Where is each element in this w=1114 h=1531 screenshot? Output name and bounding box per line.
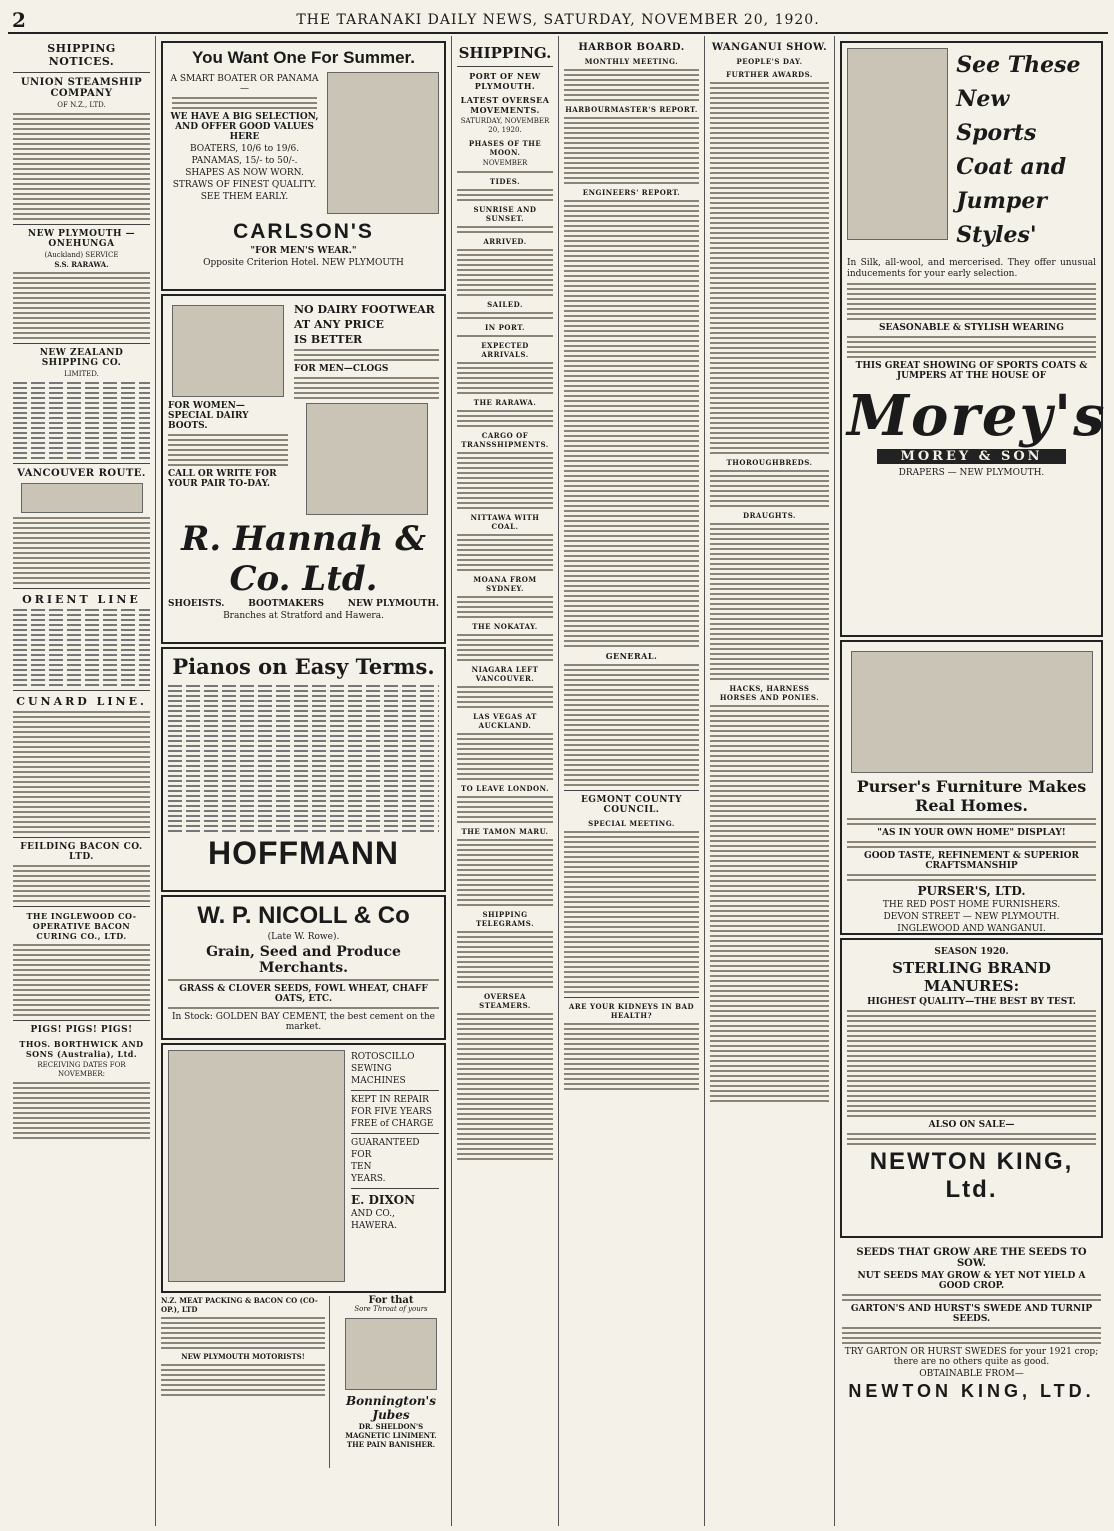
- rarawa-label: S.S. RARAWA.: [54, 260, 109, 269]
- nicoll-line: Grain, Seed and Produce Merchants.: [206, 944, 401, 976]
- special-meeting-heading: SPECIAL MEETING.: [588, 819, 675, 828]
- summer-line: A SMART BOATER OR PANAMA—: [170, 74, 319, 94]
- pigs-heading: PIGS! PIGS! PIGS!: [30, 1025, 133, 1035]
- pursers-ad: [840, 640, 1103, 935]
- obtainable-from: OBTAINABLE FROM—: [919, 1369, 1024, 1379]
- carlsons-name: CARLSON'S: [233, 220, 374, 243]
- expected-heading: EXPECTED ARRIVALS.: [481, 341, 529, 359]
- borthwick-heading: THOS. BORTHWICK AND SONS (Australia), Ltd.: [19, 1039, 144, 1059]
- see-these-line: See These: [956, 52, 1081, 78]
- column-advertisements: [156, 36, 452, 1526]
- footwear-line: FOR MEN—CLOGS: [294, 364, 389, 374]
- rotoscillo-line: GUARANTEED: [351, 1138, 420, 1148]
- shipping-notices-heading: SHIPPING NOTICES.: [47, 42, 116, 68]
- column-ads-right: [835, 36, 1108, 1526]
- summer-line: BOATERS, 10/6 to 19/6.: [189, 144, 300, 154]
- hannah-ad: [161, 294, 446, 644]
- clog-illustration: [172, 305, 284, 397]
- see-these-line: Jumper: [956, 188, 1047, 214]
- oversea-heading: OVERSEA STEAMERS.: [479, 992, 531, 1010]
- feilding-bacon-heading: FEILDING BACON CO. LTD.: [20, 842, 143, 862]
- also-on-sale: ALSO ON SALE—: [928, 1120, 1015, 1130]
- nicoll-seeds: GRASS & CLOVER SEEDS, FOWL WHEAT, CHAFF OATS, ETC.: [179, 984, 428, 1004]
- orient-line-heading: ORIENT LINE: [22, 593, 141, 606]
- try-garton-line: TRY GARTON OR HURST SWEDES for your 1921 crop; there are no others quite as good.: [844, 1347, 1099, 1367]
- november-label: NOVEMBER: [482, 159, 528, 167]
- telegrams-heading: SHIPPING TELEGRAMS.: [475, 910, 535, 928]
- rotoscillo-line: ROTOSCILLO: [351, 1052, 415, 1062]
- hannah-logo: R. Hannah & Co. Ltd.: [181, 519, 426, 599]
- jubes-box-illustration: [345, 1318, 437, 1390]
- harbourmaster-heading: HARBOURMASTER'S REPORT.: [565, 105, 698, 114]
- pursers-own-home: "AS IN YOUR OWN HOME" DISPLAY!: [877, 828, 1066, 838]
- moreys-ad: [840, 41, 1107, 637]
- further-awards-heading: FURTHER AWARDS.: [726, 70, 813, 79]
- phases-heading: PHASES OF THE MOON.: [468, 139, 542, 157]
- nokatay-heading: THE NOKATAY.: [472, 622, 538, 631]
- rotoscillo-line: SEWING: [351, 1064, 392, 1074]
- rotoscillo-line: FOR FIVE YEARS: [351, 1107, 432, 1117]
- bonnington-for: For that: [368, 1295, 414, 1306]
- thoroughbreds-heading: THOROUGHBREDS.: [726, 458, 813, 467]
- dixon-sub: AND CO.,: [351, 1209, 395, 1219]
- hannah-location: NEW PLYMOUTH.: [347, 599, 439, 609]
- onehunga-heading: NEW PLYMOUTH — ONEHUNGA: [27, 229, 136, 249]
- nz-shipping-sub: LIMITED.: [64, 370, 99, 378]
- nz-shipping-heading: NEW ZEALAND SHIPPING CO.: [39, 348, 124, 368]
- latest-heading: LATEST OVERSEA MOVEMENTS.: [460, 95, 550, 115]
- arrived-heading: ARRIVED.: [483, 237, 527, 246]
- rotoscillo-line: FOR: [351, 1150, 372, 1160]
- ship-illustration: [21, 483, 143, 513]
- moreys-intro: In Silk, all-wool, and mercerised. They offer unusual inducements for your early selection.: [847, 258, 1096, 279]
- in-port-heading: IN PORT.: [485, 323, 525, 332]
- nut-seeds-line: NUT SEEDS MAY GROW & YET NOT YIELD A GOOD CROP.: [857, 1271, 1086, 1291]
- masthead-title: THE TARANAKI DAILY NEWS, SATURDAY, NOVEMBER 20, 1920.: [296, 12, 820, 28]
- column-harbor-board: [559, 36, 705, 1526]
- footwear-line: NO DAIRY FOOTWEAR: [294, 303, 435, 316]
- bonnington-ad: [336, 1296, 446, 1468]
- sewing-machine-illustration: [168, 1050, 345, 1282]
- hacks-heading: HACKS, HARNESS HORSES AND PONIES.: [719, 684, 820, 702]
- shipping-date: SATURDAY, NOVEMBER 20, 1920.: [460, 117, 550, 134]
- hannah-bootmakers: BOOTMAKERS: [248, 599, 324, 609]
- summer-line: SHAPES AS NOW WORN.: [185, 168, 304, 178]
- summer-line: STRAWS OF FINEST QUALITY.: [172, 180, 317, 190]
- moana-heading: MOANA FROM SYDNEY.: [473, 575, 537, 593]
- sheldon-liniment: DR. SHELDON'S MAGNETIC LINIMENT. THE PAIN BANISHER.: [345, 1422, 437, 1449]
- rotoscillo-line: YEARS.: [351, 1174, 386, 1184]
- dixon-sewing-ad: [161, 1043, 446, 1293]
- borthwick-sub: RECEIVING DATES FOR NOVEMBER:: [37, 1061, 126, 1078]
- column-shipping-notices: [8, 36, 156, 1526]
- footwear-line: AT ANY PRICE: [294, 318, 384, 331]
- rotoscillo-line: KEPT IN REPAIR: [351, 1095, 429, 1105]
- kidneys-heading: ARE YOUR KIDNEYS IN BAD HEALTH?: [568, 1002, 695, 1020]
- bottom-ads: [161, 1296, 446, 1468]
- niagara-heading: NIAGARA LEFT VANCOUVER.: [471, 665, 539, 683]
- carlsons-sub: "FOR MEN'S WEAR.": [250, 246, 357, 256]
- pianos-heading: Pianos on Easy Terms.: [172, 654, 435, 679]
- general-heading: GENERAL.: [605, 651, 658, 661]
- pursers-name: PURSER'S, LTD.: [917, 884, 1026, 898]
- see-these-line: Coat and: [956, 154, 1067, 180]
- nz-meat-heading: N.Z. MEAT PACKING & BACON CO (CO-OP.), LTD: [161, 1296, 318, 1314]
- hannah-shoeists: SHOEISTS.: [168, 599, 225, 609]
- draughts-heading: DRAUGHTS.: [743, 511, 796, 520]
- carlsons-address: Opposite Criterion Hotel. NEW PLYMOUTH: [203, 258, 404, 268]
- to-leave-heading: TO LEAVE LONDON.: [460, 784, 550, 793]
- newton-king-seeds-ad: [840, 1241, 1103, 1406]
- engineers-heading: ENGINEERS' REPORT.: [582, 188, 681, 197]
- nicoll-name: W. P. NICOLL & Co: [197, 902, 410, 929]
- hoffmann-pianos-ad: [161, 647, 446, 892]
- moreys-logo: Morey's: [847, 383, 1107, 449]
- page-number: 2: [12, 8, 26, 32]
- newton-king-logo: NEWTON KING, Ltd.: [869, 1148, 1074, 1203]
- bonnington-brand: Bonnington's Jubes: [346, 1394, 436, 1422]
- column-wanganui-show: [705, 36, 835, 1526]
- woman-in-sports-coat-illustration: [847, 48, 948, 240]
- summer-ad-title: You Want One For Summer.: [192, 48, 415, 67]
- summer-line: PANAMAS, 15/- to 50/-.: [191, 156, 298, 166]
- rotoscillo-line: MACHINES: [351, 1076, 406, 1086]
- dixon-name: E. DIXON: [351, 1193, 416, 1207]
- column-shipping-news: [452, 36, 559, 1526]
- onehunga-sub: (Auckland) SERVICE: [44, 251, 119, 259]
- great-showing-line: THIS GREAT SHOWING OF SPORTS COATS & JUMPERS AT THE HOUSE OF: [855, 361, 1088, 381]
- cunard-line-heading: CUNARD LINE.: [16, 695, 147, 708]
- tides-heading: TIDES.: [489, 177, 521, 186]
- pursers-address: DEVON STREET — NEW PLYMOUTH.: [883, 912, 1060, 922]
- pursers-sub: THE RED POST HOME FURNISHERS.: [882, 900, 1061, 910]
- peoples-day-heading: PEOPLE'S DAY.: [736, 57, 803, 66]
- footwear-line: FOR WOMEN—SPECIAL DAIRY BOOTS.: [168, 401, 249, 431]
- cargo-heading: CARGO OF TRANSSHIPMENTS.: [461, 431, 549, 449]
- bonnington-sore: Sore Throat of yours: [354, 1305, 428, 1313]
- nittawa-heading: NITTAWA WITH COAL.: [470, 513, 540, 531]
- monthly-meeting-heading: MONTHLY MEETING.: [584, 57, 679, 66]
- highest-quality-line: HIGHEST QUALITY—THE BEST BY TEST.: [867, 997, 1076, 1007]
- rotoscillo-line: FREE of CHARGE: [351, 1119, 434, 1129]
- see-these-line: New Sports: [956, 86, 1037, 146]
- masthead: [8, 6, 1108, 34]
- carlsons-ad: [161, 41, 446, 291]
- moreys-drapers: DRAPERS — NEW PLYMOUTH.: [898, 468, 1045, 478]
- newton-king-manures-ad: [840, 938, 1103, 1238]
- nicoll-cement: In Stock: GOLDEN BAY CEMENT, the best cement on the market.: [171, 1012, 436, 1032]
- egmont-council-heading: EGMONT COUNTY COUNCIL.: [580, 795, 683, 815]
- man-in-boater-illustration: [327, 72, 439, 214]
- summer-line: WE HAVE A BIG SELECTION, AND OFFER GOOD VALUES HERE: [170, 112, 319, 142]
- shipping-heading: SHIPPING.: [458, 44, 552, 62]
- footwear-line: CALL OR WRITE FOR YOUR PAIR TO-DAY.: [168, 469, 277, 489]
- inglewood-bacon-heading: THE INGLEWOOD CO-OPERATIVE BACON CURING CO., LTD.: [26, 911, 137, 941]
- sailed-heading: SAILED.: [487, 300, 523, 309]
- season-line: SEASON 1920.: [934, 947, 1009, 957]
- furniture-illustration: [851, 651, 1093, 773]
- motorists-heading: NEW PLYMOUTH MOTORISTS!: [181, 1352, 305, 1361]
- seeds-headline: SEEDS THAT GROW ARE THE SEEDS TO SOW.: [856, 1247, 1087, 1269]
- nicoll-ad: [161, 895, 446, 1040]
- rotoscillo-line: TEN: [351, 1162, 372, 1172]
- pursers-taste: GOOD TASTE, REFINEMENT & SUPERIOR CRAFTSMANSHIP: [864, 851, 1079, 871]
- footwear-line: IS BETTER: [294, 333, 363, 346]
- seasonable-line: SEASONABLE & STYLISH WEARING: [879, 323, 1064, 333]
- morey-son-bar: MOREY & SON: [877, 449, 1066, 464]
- rarawa-heading: THE RARAWA.: [473, 398, 537, 407]
- boot-illustration: [306, 403, 428, 515]
- hoffmann-brand: HOFFMANN: [207, 835, 400, 871]
- tamon-heading: THE TAMON MARU.: [461, 827, 549, 836]
- port-heading: PORT OF NEW PLYMOUTH.: [469, 71, 541, 91]
- nicoll-sub: (Late W. Rowe).: [267, 932, 340, 942]
- dixon-place: HAWERA.: [351, 1221, 397, 1231]
- wanganui-show-heading: WANGANUI SHOW.: [711, 42, 828, 53]
- garton-line: GARTON'S AND HURST'S SWEDE AND TURNIP SEEDS.: [850, 1304, 1093, 1324]
- vancouver-heading: VANCOUVER ROUTE.: [17, 468, 146, 479]
- sterling-heading: STERLING BRAND MANURES:: [892, 959, 1051, 995]
- summer-line: SEE THEM EARLY.: [200, 192, 289, 202]
- see-these-line: Styles': [956, 222, 1037, 248]
- newton-king-footer: NEWTON KING, LTD.: [848, 1381, 1095, 1401]
- pursers-branches: INGLEWOOD AND WANGANUI.: [897, 924, 1046, 934]
- pursers-headline: Purser's Furniture Makes Real Homes.: [856, 777, 1087, 815]
- las-vegas-heading: LAS VEGAS AT AUCKLAND.: [473, 712, 537, 730]
- union-steamship-heading: UNION STEAMSHIP COMPANY: [20, 77, 143, 99]
- union-steamship-sub: OF N.Z., LTD.: [57, 101, 106, 109]
- sunrise-heading: SUNRISE AND SUNSET.: [473, 205, 537, 223]
- hannah-branches: Branches at Stratford and Hawera.: [223, 611, 384, 621]
- harbor-board-heading: HARBOR BOARD.: [578, 42, 685, 53]
